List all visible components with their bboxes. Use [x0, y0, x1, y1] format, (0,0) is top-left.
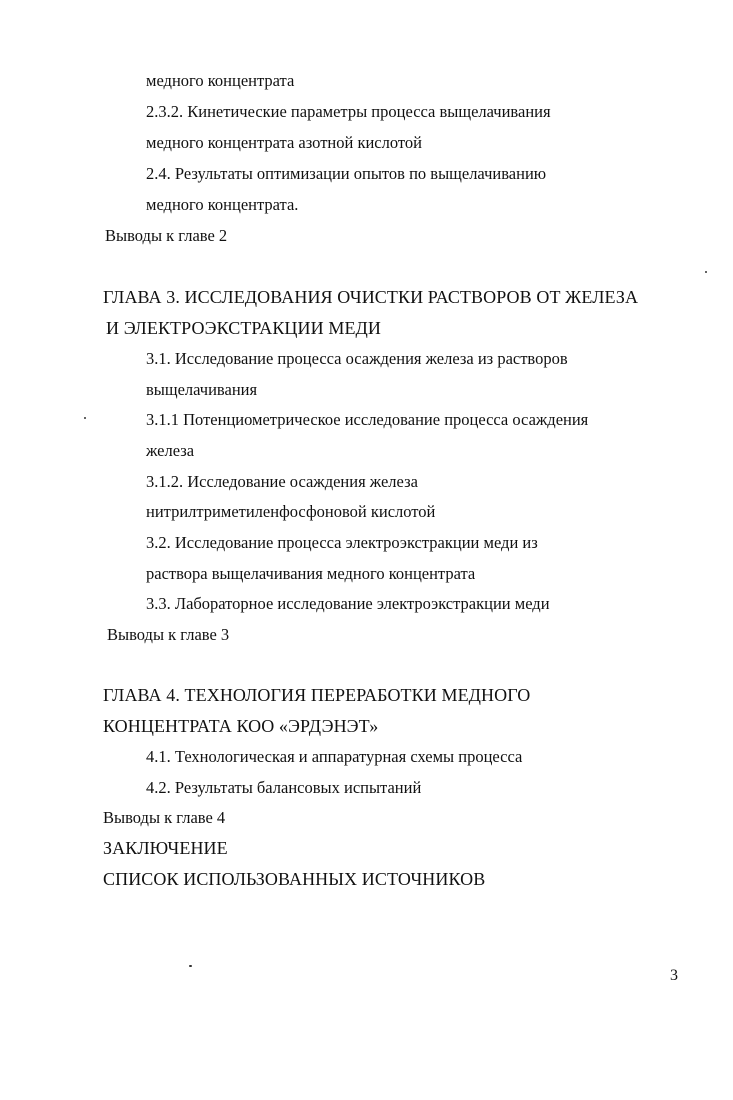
toc-chapter-3-heading: ГЛАВА 3. ИССЛЕДОВАНИЯ ОЧИСТКИ РАСТВОРОВ ОТ ЖЕЛЕЗА	[103, 287, 639, 307]
scan-speck	[705, 271, 707, 273]
toc-item-3-2: 3.2. Исследование процесса электроэкстракции меди из	[146, 533, 538, 552]
toc-chapter-4-heading-cont: КОНЦЕНТРАТА КОО «ЭРДЭНЭТ»	[103, 716, 379, 736]
toc-item-3-1-2: 3.1.2. Исследование осаждения железа	[146, 472, 418, 491]
toc-item-3-1-1: 3.1.1 Потенциометрическое исследование процесса осаждения	[146, 410, 589, 429]
toc-item-3-3: 3.3. Лабораторное исследование электроэкстракции меди	[146, 594, 550, 613]
toc-references: СПИСОК ИСПОЛЬЗОВАННЫХ ИСТОЧНИКОВ	[103, 869, 486, 889]
toc-item-4-1: 4.1. Технологическая и аппаратурная схемы процесса	[146, 747, 523, 766]
toc-conclusions-chapter-4: Выводы к главе 4	[103, 808, 226, 827]
toc-chapter-3-heading-cont: И ЭЛЕКТРОЭКСТРАКЦИИ МЕДИ	[106, 318, 382, 338]
toc-chapter-4-heading: ГЛАВА 4. ТЕХНОЛОГИЯ ПЕРЕРАБОТКИ МЕДНОГО	[103, 685, 531, 705]
toc-item-2-3-2: 2.3.2. Кинетические параметры процесса выщелачивания	[146, 102, 551, 121]
toc-line-continuation: выщелачивания	[146, 380, 258, 399]
toc-line-continuation: медного концентрата	[146, 71, 295, 90]
toc-line-continuation: медного концентрата азотной кислотой	[146, 133, 422, 152]
toc-conclusion: ЗАКЛЮЧЕНИЕ	[103, 838, 228, 858]
toc-line-continuation: железа	[146, 441, 195, 460]
toc-conclusions-chapter-2: Выводы к главе 2	[105, 226, 228, 245]
toc-line-continuation: медного концентрата.	[146, 195, 299, 214]
scan-speck	[84, 417, 86, 419]
toc-item-2-4: 2.4. Результаты оптимизации опытов по выщелачиванию	[146, 164, 547, 183]
scan-speck	[189, 965, 192, 967]
toc-item-4-2: 4.2. Результаты балансовых испытаний	[146, 778, 422, 797]
toc-conclusions-chapter-3: Выводы к главе 3	[107, 625, 230, 644]
page-number: 3	[670, 967, 678, 984]
toc-line-continuation: нитрилтриметиленфосфоновой кислотой	[146, 502, 436, 521]
toc-line-continuation: раствора выщелачивания медного концентрата	[146, 564, 476, 583]
toc-item-3-1: 3.1. Исследование процесса осаждения железа из растворов	[146, 349, 568, 368]
